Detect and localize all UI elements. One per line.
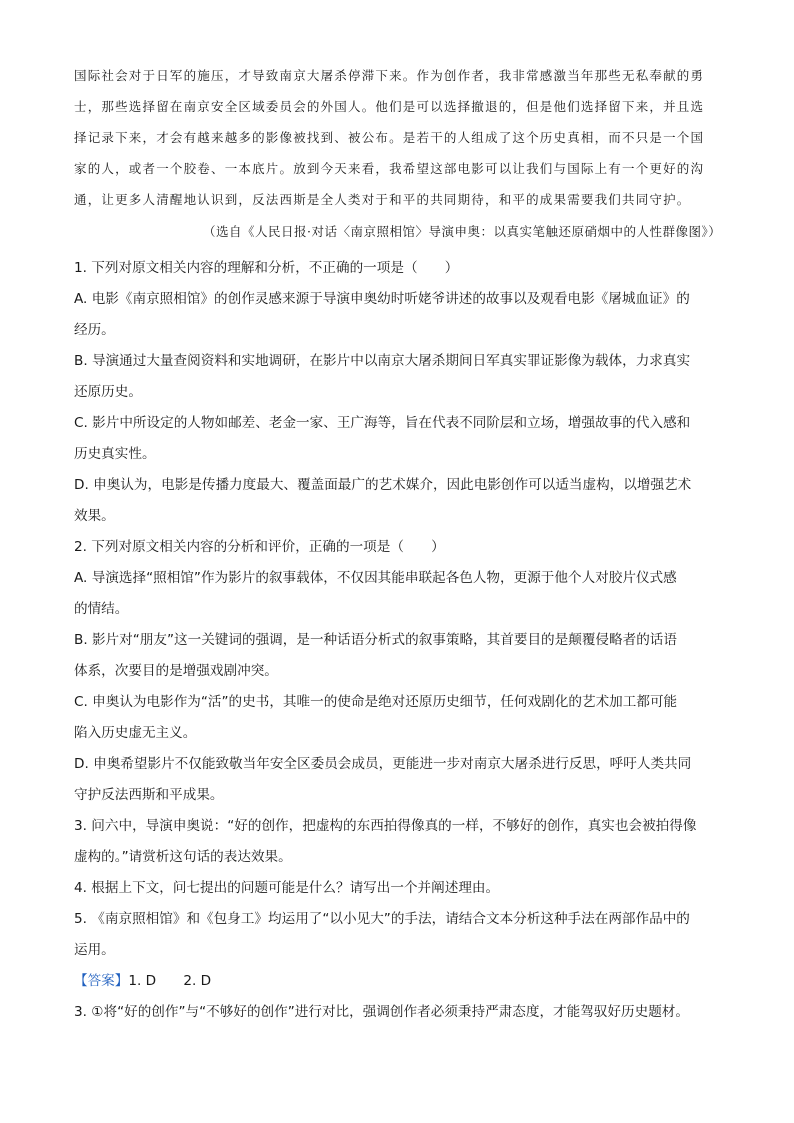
option-continuation: 陷入历史虚无主义。 xyxy=(74,725,197,741)
question-4-stem: 4. 根据上下文，问七提出的问题可能是什么？请写出一个并阐述理由。 xyxy=(74,880,500,896)
answer-line xyxy=(74,969,211,989)
question-3-stem: 3. 问六中，导演申奥说：“好的创作，把虚构的东西拍得像真的一样，不够好的创作，真实也会被拍得像 xyxy=(74,818,697,834)
passage-line: 通，让更多人清醒地认识到，反法西斯是全人类对于和平的共同期待，和平的成果需要我们共同守护。 xyxy=(74,192,691,207)
option-continuation: 经历。 xyxy=(74,322,115,338)
question-2-stem: 2. 下列对原文相关内容的分析和评价，正确的一项是（ ） xyxy=(74,539,445,555)
passage-line: 家的人，或者一个胶卷、一本底片。放到今天来看，我希望这部电影可以让我们与国际上有一个更好的沟 xyxy=(74,161,705,176)
question-2-option-b: B. 影片对“朋友”这一关键词的强调，是一种话语分析式的叙事策略，其首要目的是颠覆侵略者的话语 xyxy=(74,632,677,648)
question-1-option-a: A. 电影《南京照相馆》的创作灵感来源于导演申奥幼时听姥爷讲述的故事以及观看电影《屠城血证》的 xyxy=(74,291,690,307)
option-continuation: 历史真实性。 xyxy=(74,446,156,462)
option-continuation: 体系，次要目的是增强戏剧冲突。 xyxy=(74,663,278,679)
question-1-option-c: C. 影片中所设定的人物如邮差、老金一家、王广海等，旨在代表不同阶层和立场，增强故事的代入感和 xyxy=(74,415,691,431)
question-1-stem: 1. 下列对原文相关内容的理解和分析，不正确的一项是（ ） xyxy=(74,260,459,276)
question-1-option-b: B. 导演通过大量查阅资料和实地调研，在影片中以南京大屠杀期间日军真实罪证影像为载体，力求真实 xyxy=(74,353,691,369)
question-3-continuation: 虚构的。”请赏析这句话的表达效果。 xyxy=(74,849,292,865)
passage-line: 士，那些选择留在南京安全区域委员会的外国人。他们是可以选择撤退的，但是他们选择留下来，并且选 xyxy=(74,99,705,114)
option-continuation: 还原历史。 xyxy=(74,384,142,400)
question-1-option-d: D. 申奥认为，电影是传播力度最大、覆盖面最广的艺术媒介，因此电影创作可以适当虚构，以增强艺术 xyxy=(74,477,692,493)
question-2-option-a: A. 导演选择“照相馆”作为影片的叙事载体，不仅因其能串联起各色人物，更源于他个人对胶片仪式感 xyxy=(74,570,677,586)
option-continuation: 的情结。 xyxy=(74,601,129,617)
passage-paragraph xyxy=(74,60,734,215)
answer-3-line: 3. ①将“好的创作”与“不够好的创作”进行对比，强调创作者必须秉持严肃态度，才能驾驭好历史题材。 xyxy=(74,1004,689,1020)
question-2-option-d: D. 申奥希望影片不仅能致敬当年安全区委员会成员，更能进一步对南京大屠杀进行反思，呼吁人类共同 xyxy=(74,756,692,772)
answer-label: 【答案】 xyxy=(74,973,129,989)
passage-line: 择记录下来，才会有越来越多的影像被找到、被公布。是若干的人组成了这个历史真相，而不只是一个国 xyxy=(74,130,705,145)
passage-source: （选自《人民日报·对话〈南京照相馆〉导演申奥：以真实笔触还原硝烟中的人性群像图》） xyxy=(203,224,722,239)
option-continuation: 效果。 xyxy=(74,508,115,524)
question-5-stem: 5. 《南京照相馆》和《包身工》均运用了“以小见大”的手法，请结合文本分析这种手法在两部作品中的 xyxy=(74,911,690,927)
question-5-continuation: 运用。 xyxy=(74,942,115,958)
passage-line: 国际社会对于日军的施压，才导致南京大屠杀停滞下来。作为创作者，我非常感激当年那些无私奉献的勇 xyxy=(74,68,705,83)
answer-choices: 1. D 2. D xyxy=(128,973,212,989)
question-2-option-c: C. 申奥认为电影作为“活”的史书，其唯一的使命是绝对还原历史细节，任何戏剧化的艺术加工都可能 xyxy=(74,694,678,710)
option-continuation: 守护反法西斯和平成果。 xyxy=(74,787,224,803)
